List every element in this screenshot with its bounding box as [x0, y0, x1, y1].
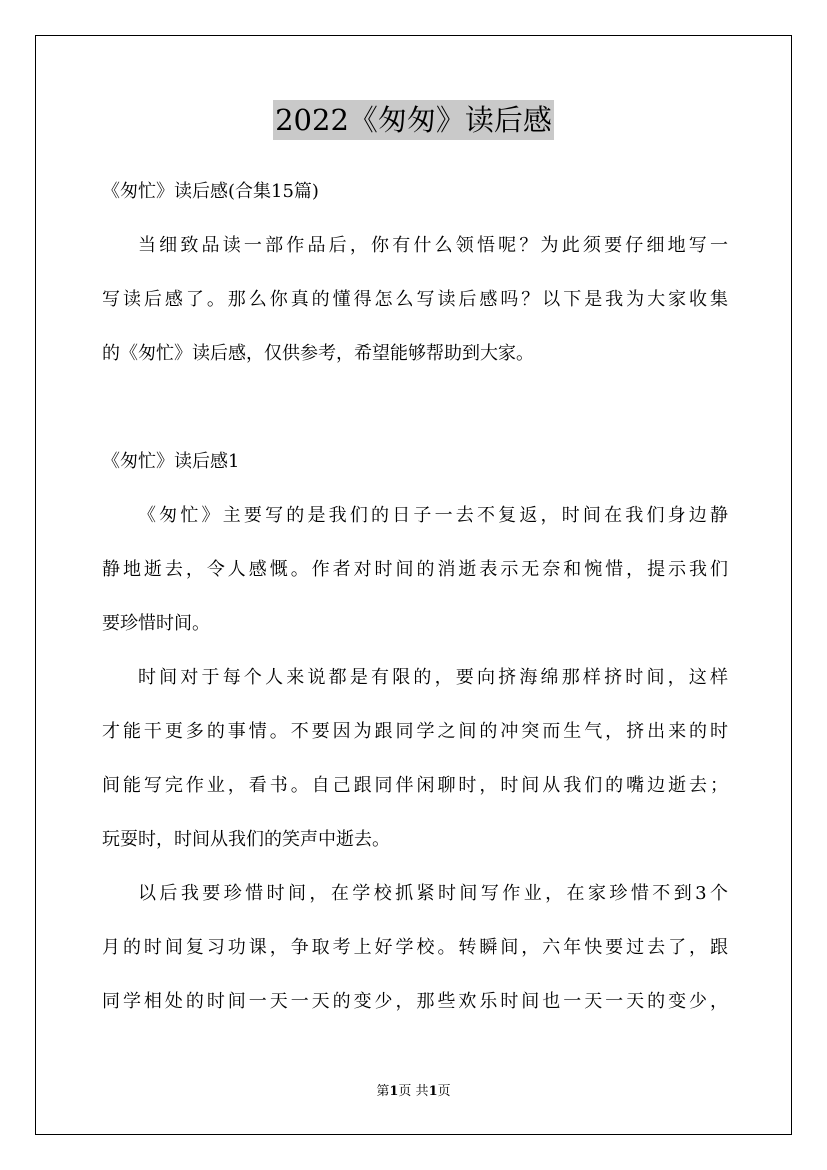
document-subtitle: 《匆忙》读后感(合集15篇) [102, 181, 319, 202]
title-container [0, 100, 827, 140]
footer-page-total: 1 [428, 1084, 438, 1099]
intro-line: 的《匆忙》读后感，仅供参考，希望能够帮助到大家。 [102, 343, 534, 364]
page-footer [0, 1083, 827, 1101]
paragraph-line: 月的时间复习功课，争取考上好学校。转瞬间，六年快要过去了，跟 [102, 937, 728, 958]
footer-page-prefix: 第 [376, 1084, 390, 1099]
paragraph-line: 间能写完作业，看书。自己跟同伴闲聊时，时间从我们的嘴边逝去； [102, 775, 728, 796]
paragraph-line: 才能干更多的事情。不要因为跟同学之间的冲突而生气，挤出来的时 [102, 721, 728, 742]
footer-page-mid: 页 共 [398, 1084, 429, 1099]
paragraph-line: 以后我要珍惜时间，在学校抓紧时间写作业，在家珍惜不到3个 [138, 883, 728, 904]
document-title: 2022《匆匆》读后感 [273, 100, 554, 140]
intro-line: 写读后感了。那么你真的懂得怎么写读后感吗？以下是我为大家收集 [102, 289, 728, 310]
paragraph-line: 《匆忙》主要写的是我们的日子一去不复返，时间在我们身边静 [138, 505, 728, 526]
intro-line: 当细致品读一部作品后，你有什么领悟呢？为此须要仔细地写一 [138, 235, 728, 256]
section-heading: 《匆忙》读后感1 [102, 451, 240, 472]
paragraph-line: 时间对于每个人来说都是有限的，要向挤海绵那样挤时间，这样 [138, 667, 728, 688]
paragraph-line: 玩耍时，时间从我们的笑声中逝去。 [102, 829, 390, 850]
footer-page-current: 1 [389, 1084, 399, 1099]
paragraph-line: 要珍惜时间。 [102, 613, 210, 634]
paragraph-line: 同学相处的时间一天一天的变少，那些欢乐时间也一天一天的变少， [102, 991, 728, 1012]
footer-page-suffix: 页 [437, 1084, 451, 1099]
paragraph-line: 静地逝去，令人感慨。作者对时间的消逝表示无奈和惋惜，提示我们 [102, 559, 728, 580]
